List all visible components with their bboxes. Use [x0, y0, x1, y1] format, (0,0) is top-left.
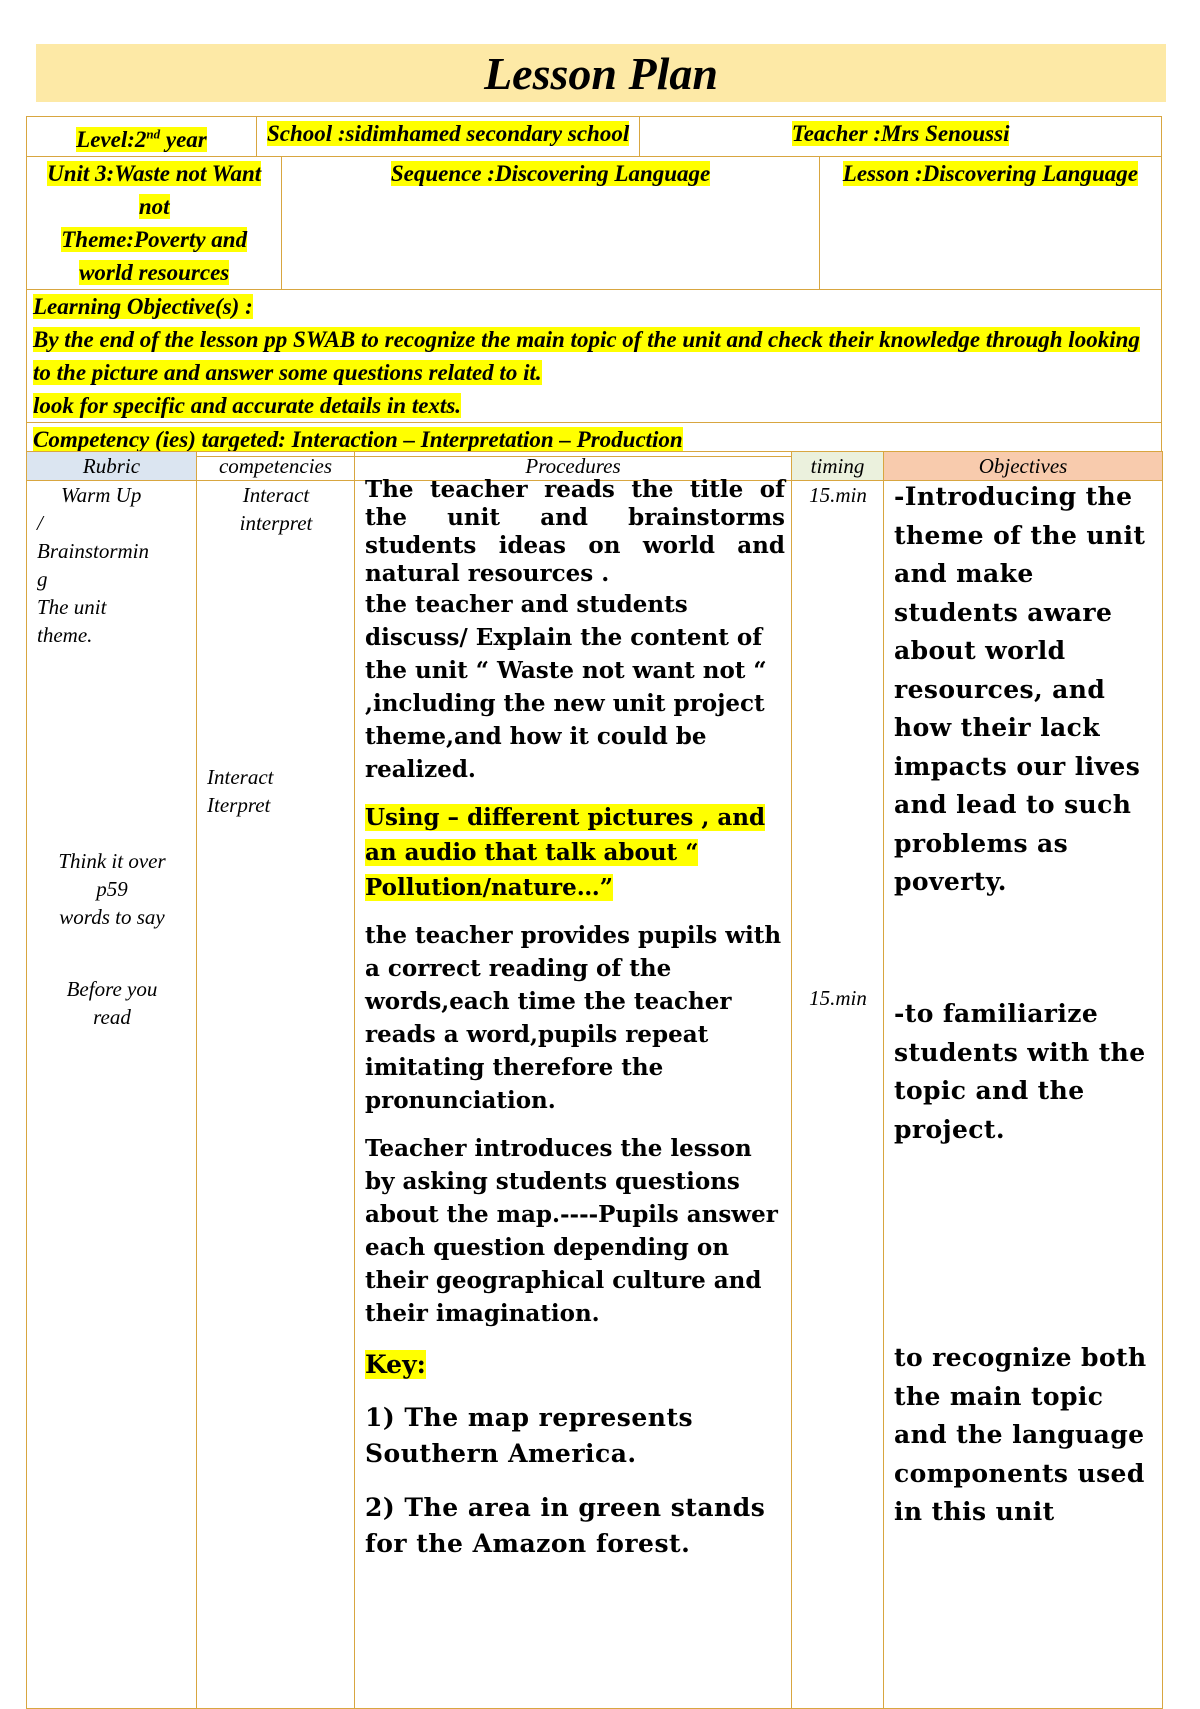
header-rubric: Rubric [27, 452, 197, 481]
objective-line1: By the end of the lesson pp SWAB to recognize the main topic of the unit and check their knowledge through looking to the picture and answer some questions related to it. [33, 326, 1140, 385]
procedure-2: the teacher and students discuss/ Explain the content of the unit “ Waste not want not “ ,including the new unit project theme,and how it could be realized. [365, 591, 767, 783]
rubric-before-you-read [27, 975, 197, 1031]
rubric-brainstorming-2: g [37, 567, 48, 591]
header-timing: timing [792, 452, 884, 481]
teacher-name: Teacher :Mrs Senoussi [791, 121, 1010, 146]
level-sup: nd [146, 126, 161, 141]
objective-3: to recognize both the main topic and the language components used in this unit [894, 1343, 1147, 1526]
procedure-3: Using – different pictures , and an audio that talk about “ Pollution/nature…” [365, 804, 766, 901]
rubric-think-2: p59 [96, 877, 128, 901]
level-cell [27, 117, 257, 157]
school-name: School :sidimhamed secondary school [266, 121, 630, 146]
competency-1-line1: Interact [242, 483, 310, 507]
rubric-unit-theme-1: The unit [37, 595, 107, 619]
header-competencies: competencies [197, 452, 355, 481]
objective-label: Learning Objective(s) : [33, 293, 253, 319]
rubric-think-3: words to say [59, 905, 165, 929]
objective-1: -Introducing the theme of the unit and make students aware about world resources, and how their lack impacts our lives and lead to such problems as poverty. [894, 482, 1146, 896]
rubric-brainstorming-1: Brainstormin [37, 539, 150, 563]
rubric-before-1: Before you [66, 977, 158, 1001]
procedure-4: the teacher provides pupils with a correct reading of the words,each time the teacher reads a word,pupils repeat imitating therefore the pronunciation. [365, 922, 782, 1114]
competency-block-1 [197, 481, 355, 537]
objective-line2: look for specific and accurate details in texts. [33, 392, 462, 418]
rubric-think-1: Think it over [58, 849, 166, 873]
competency-block-2 [207, 763, 352, 819]
school-cell [256, 117, 639, 157]
timing-1: 15.min [809, 483, 867, 507]
lesson-cell [819, 156, 1161, 289]
header-procedures: Procedures [355, 452, 792, 481]
rubric-think-it-over [27, 847, 197, 931]
sequence-cell [282, 156, 819, 289]
key-wrap [365, 1346, 785, 1384]
rubric-warmup-label: Warm Up [61, 483, 142, 507]
level-suffix: year [160, 126, 207, 152]
level-label: Level:2 [76, 126, 147, 152]
lesson-title: Lesson :Discovering Language [842, 160, 1138, 186]
sequence-title: Sequence :Discovering Language [390, 160, 711, 186]
header-table [26, 116, 1162, 457]
key-label: Key: [365, 1350, 426, 1379]
rubric-warmup [37, 481, 192, 649]
competencies-cell [197, 481, 355, 1709]
procedure-5: Teacher introduces the lesson by asking students questions about the map.----Pupils answer each question depending on their geographical culture and their imagination. [365, 1135, 778, 1327]
procedure-3-wrap [365, 800, 785, 905]
unit-theme: Theme:Poverty and world resources [61, 226, 248, 285]
key-answer-1: 1) The map represents Southern America. [365, 1403, 694, 1468]
title-banner [36, 44, 1166, 102]
objectives-cell [884, 481, 1163, 1709]
objectives-cell [27, 289, 1162, 422]
procedure-table [26, 451, 1163, 1709]
procedures-content [365, 476, 785, 1562]
competency-1-line2: interpret [239, 511, 313, 535]
rubric-slash: / [37, 511, 43, 535]
unit-cell [27, 156, 282, 289]
rubric-unit-theme-2: theme. [37, 623, 93, 647]
page-title: Lesson Plan [484, 48, 718, 99]
teacher-cell [640, 117, 1162, 157]
objective-2: -to familiarize students with the topic and the project. [894, 999, 1146, 1144]
competency-2-line1: Interact [207, 765, 274, 789]
unit-title: Unit 3:Waste not Want not [47, 160, 262, 219]
competency-2-line2: Iterpret [207, 793, 271, 817]
rubric-cell [27, 481, 197, 1709]
timing-cell [792, 481, 884, 1709]
timing-2: 15.min [809, 986, 867, 1010]
procedures-cell [355, 476, 792, 1709]
rubric-before-2: read [93, 1005, 131, 1029]
header-objectives: Objectives [884, 452, 1163, 481]
competency-text: Competency (ies) targeted: Interaction – Interpretation – Production [33, 426, 683, 452]
procedure-1: The teacher reads the title of the unit and brainstorms students ideas on world and natural resources . [365, 476, 785, 587]
key-answer-2: 2) The area in green stands for the Amazon forest. [365, 1493, 766, 1558]
